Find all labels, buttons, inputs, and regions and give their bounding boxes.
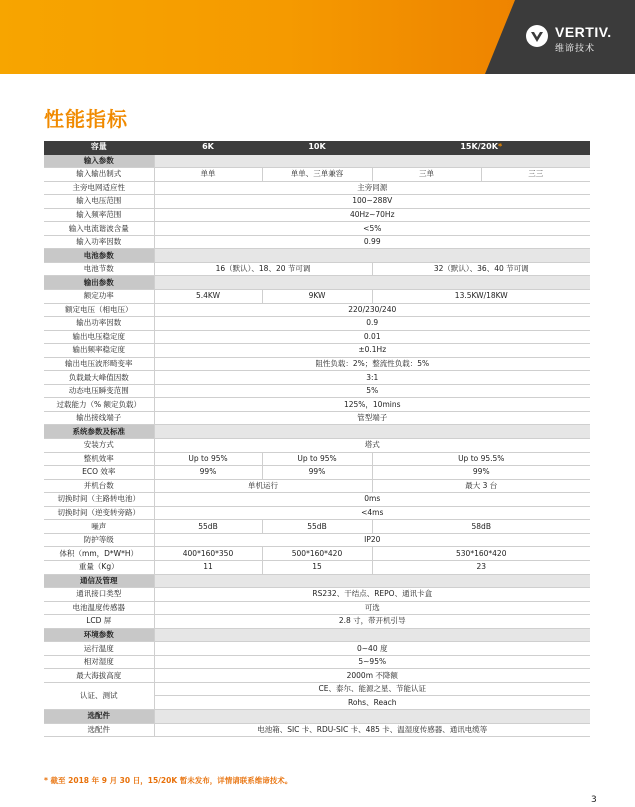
table-cell: 0.99 [154,235,590,249]
table-row [44,208,590,222]
footnote: * 截至 2018 年 9 月 30 日，15/20K 暂未发布，详情请联系维谛技术。 [44,776,293,785]
table-row [44,168,590,182]
table-row [44,235,590,249]
section-label: 系统参数及标准 [44,425,154,439]
section-row [44,574,590,588]
row-label: LCD 屏 [44,615,154,629]
row-label: 运行温度 [44,642,154,656]
table-row [44,547,590,561]
table-cell: RS232、干结点、REPO、通讯卡盒 [154,588,590,602]
table-row [44,560,590,574]
row-label: 输出功率因数 [44,317,154,331]
section-row [44,628,590,642]
table-cell: 13.5KW/18KW [372,290,590,304]
table-cell: 99% [262,466,372,480]
table-cell: 单机运行 [154,479,372,493]
table-cell: 0.01 [154,330,590,344]
row-label: 输入电压范围 [44,195,154,209]
table-cell: 管型端子 [154,411,590,425]
table-row [44,398,590,412]
row-label: 重量（Kg） [44,560,154,574]
row-label: 并机台数 [44,479,154,493]
table-cell: 单单 [154,168,262,182]
table-row [44,520,590,534]
row-label: 输入频率范围 [44,208,154,222]
table-row [44,222,590,236]
asterisk-mark: * [497,142,503,152]
table-row [44,330,590,344]
section-label: 电池参数 [44,249,154,263]
row-label: 额定电压（相电压） [44,303,154,317]
table-row [44,181,590,195]
table-row [44,655,590,669]
table-cell: 2.8 寸，带开机引导 [154,615,590,629]
table-cell: Up to 95.5% [372,452,590,466]
table-row [44,439,590,453]
table-cell: 电池箱、SIC 卡、RDU-SIC 卡、485 卡、温湿度传感器、通讯电缆等 [154,723,590,737]
row-label: 噪声 [44,520,154,534]
table-row [44,466,590,480]
table-cell: 5~95% [154,655,590,669]
table-cell: 三单 [372,168,481,182]
section-fill [154,425,590,439]
table-cell: 55dB [262,520,372,534]
header-cell-15k-20k [372,141,590,154]
header-label-15k-20k: 15K/20K [460,142,498,152]
section-row [44,154,590,168]
section-label: 输入参数 [44,154,154,168]
row-label: 主旁电网适应性 [44,181,154,195]
row-label: 输出电压波形畸变率 [44,357,154,371]
header-cell-6k: 6K [154,141,262,154]
table-cell: Up to 95% [154,452,262,466]
section-label: 选配件 [44,709,154,723]
table-row [44,615,590,629]
table-cell: 16（默认）、18、20 节可调 [154,262,372,276]
table-row [44,493,590,507]
row-label: 选配件 [44,723,154,737]
table-cell: 阻性负载：2%；整流性负载：5% [154,357,590,371]
section-row [44,709,590,723]
table-row [44,384,590,398]
table-row [44,262,590,276]
table-row [44,371,590,385]
table-cell: 3:1 [154,371,590,385]
row-label: 防护等级 [44,533,154,547]
header-banner [0,0,635,74]
row-label: 电池节数 [44,262,154,276]
spec-table [44,141,590,737]
row-label: 额定功率 [44,290,154,304]
table-cell: 三三 [481,168,590,182]
row-label: 动态电压瞬变范围 [44,384,154,398]
table-cell: <4ms [154,506,590,520]
table-cell: 0~40 度 [154,642,590,656]
table-cell: 5.4KW [154,290,262,304]
table-row [44,303,590,317]
table-row [44,601,590,615]
table-row [44,506,590,520]
table-cell: Rohs、Reach [154,696,590,710]
row-label: 体积（mm，D*W*H） [44,547,154,561]
table-cell: 最大 3 台 [372,479,590,493]
table-cell: 32（默认）、36、40 节可调 [372,262,590,276]
section-fill [154,628,590,642]
row-label: 切换时间（主路转电池） [44,493,154,507]
table-cell: 220/230/240 [154,303,590,317]
table-cell: 9KW [262,290,372,304]
section-fill [154,574,590,588]
row-label: 通讯接口类型 [44,588,154,602]
table-row [44,479,590,493]
table-cell: 主旁同源 [154,181,590,195]
table-cell: 可选 [154,601,590,615]
table-cell: 400*160*350 [154,547,262,561]
row-label: 输入输出制式 [44,168,154,182]
row-label: 输入电流谐波含量 [44,222,154,236]
table-cell: 单单、三单兼容 [262,168,372,182]
table-cell: ±0.1Hz [154,344,590,358]
table-row [44,452,590,466]
section-row [44,276,590,290]
table-row [44,669,590,683]
header-cell-10k: 10K [262,141,372,154]
table-cell: 15 [262,560,372,574]
row-label: 安装方式 [44,439,154,453]
section-fill [154,154,590,168]
row-label: 输出电压稳定度 [44,330,154,344]
table-row [44,588,590,602]
table-header-row [44,141,590,154]
row-label: 切换时间（逆变转旁路） [44,506,154,520]
table-cell: 5% [154,384,590,398]
table-row [44,195,590,209]
section-fill [154,249,590,263]
row-label: 过载能力（% 额定负载） [44,398,154,412]
row-label: 认证、测试 [44,682,154,709]
section-row [44,425,590,439]
row-label: 输入功率因数 [44,235,154,249]
section-fill [154,709,590,723]
row-label: 相对湿度 [44,655,154,669]
table-cell: 100~288V [154,195,590,209]
table-cell: 2000m 不降额 [154,669,590,683]
table-cell: 11 [154,560,262,574]
brand-name: VERTIV. [555,24,612,40]
row-label: ECO 效率 [44,466,154,480]
section-label: 输出参数 [44,276,154,290]
table-cell: 23 [372,560,590,574]
row-label: 输出接线端子 [44,411,154,425]
table-cell: 0.9 [154,317,590,331]
page-title: 性能指标 [44,107,128,131]
page-number: 3 [591,795,597,805]
vertiv-logo [525,22,625,56]
table-row [44,533,590,547]
table-row [44,682,590,696]
row-label: 输出频率稳定度 [44,344,154,358]
table-cell: 99% [154,466,262,480]
section-row [44,249,590,263]
row-label: 最大海拔高度 [44,669,154,683]
table-cell: 500*160*420 [262,547,372,561]
table-cell: 99% [372,466,590,480]
section-label: 通信及管理 [44,574,154,588]
table-row [44,290,590,304]
brand-cn-name: 维谛技术 [555,44,596,54]
row-label: 整机效率 [44,452,154,466]
table-cell: 塔式 [154,439,590,453]
table-cell: CE、泰尔、能源之星、节能认证 [154,682,590,696]
table-cell: 0ms [154,493,590,507]
table-row [44,642,590,656]
table-cell: IP20 [154,533,590,547]
table-cell: <5% [154,222,590,236]
table-row [44,357,590,371]
vertiv-logo-icon [525,24,549,48]
table-row [44,317,590,331]
table-cell: 58dB [372,520,590,534]
header-cell-capacity: 容量 [44,141,154,154]
table-cell: 40Hz~70Hz [154,208,590,222]
table-cell: Up to 95% [262,452,372,466]
table-row [44,723,590,737]
section-fill [154,276,590,290]
row-label: 电池温度传感器 [44,601,154,615]
table-row [44,411,590,425]
table-cell: 530*160*420 [372,547,590,561]
table-row [44,344,590,358]
section-label: 环境参数 [44,628,154,642]
table-cell: 55dB [154,520,262,534]
row-label: 负载最大峰值因数 [44,371,154,385]
table-cell: 125%，10mins [154,398,590,412]
